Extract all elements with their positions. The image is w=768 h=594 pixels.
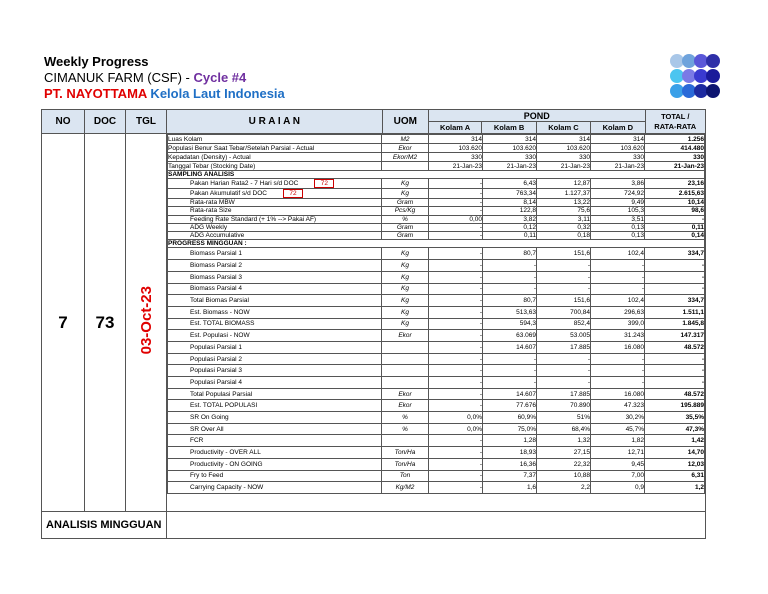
row-value: 63.069 <box>483 330 537 342</box>
row-uom <box>382 341 429 353</box>
row-label: Feeding Rate Standard (+ 1% --> Pakai AF) <box>168 215 382 223</box>
row-value: 21-Jan-23 <box>429 162 483 171</box>
row-value: 122,8 <box>483 207 537 215</box>
row-label: Est. Populasi - NOW <box>168 330 382 342</box>
row-value: - <box>429 470 483 482</box>
row-value: 9,49 <box>591 199 645 207</box>
row-value: - <box>483 365 537 377</box>
row-total: 14,70 <box>645 447 705 459</box>
row-value: - <box>429 271 483 283</box>
row-uom: Kg <box>382 306 429 318</box>
row-label: Biomass Parsial 1 <box>168 248 382 260</box>
row-value: - <box>483 353 537 365</box>
col-kolam-b: Kolam B <box>482 122 536 134</box>
row-uom: M2 <box>382 135 429 144</box>
row-value: 103.620 <box>429 144 483 153</box>
row-value: 17.885 <box>537 341 591 353</box>
farm-name: CIMANUK FARM (CSF) - <box>44 70 194 85</box>
row-value: - <box>429 179 483 189</box>
table-row <box>168 260 705 272</box>
row-value: 151,6 <box>537 248 591 260</box>
row-value: 330 <box>483 153 537 162</box>
table-row <box>168 179 705 189</box>
row-value: 21-Jan-23 <box>537 162 591 171</box>
table-row <box>168 447 705 459</box>
row-total: 21-Jan-23 <box>645 162 705 171</box>
row-value: 763,34 <box>483 189 537 199</box>
row-value: 18,93 <box>483 447 537 459</box>
row-value: 70.890 <box>537 400 591 412</box>
row-uom: Pcs/Kg <box>382 207 429 215</box>
col-kolam-a: Kolam A <box>428 122 481 134</box>
row-total: 0,14 <box>645 232 705 240</box>
entry-no: 7 <box>42 134 85 512</box>
row-value: 0,32 <box>537 223 591 231</box>
row-uom: Ekor/M2 <box>382 153 429 162</box>
table-row <box>168 330 705 342</box>
row-label: Biomass Parsial 4 <box>168 283 382 295</box>
row-total: 2.615,63 <box>645 189 705 199</box>
col-uraian: U R A I A N <box>167 110 383 134</box>
row-total: 6,31 <box>645 470 705 482</box>
table-row <box>168 207 705 215</box>
entry-tgl-cell <box>126 134 167 512</box>
row-uom: Gram <box>382 199 429 207</box>
row-value: 6,43 <box>483 179 537 189</box>
row-value: - <box>429 260 483 272</box>
row-total: 147.317 <box>645 330 705 342</box>
row-value: 75,0% <box>483 423 537 435</box>
data-rows <box>167 134 705 494</box>
row-value: 1,6 <box>483 482 537 494</box>
row-value: 14.607 <box>483 388 537 400</box>
logo-dot <box>706 84 720 98</box>
row-value: - <box>537 353 591 365</box>
row-total: 1,42 <box>645 435 705 447</box>
row-value: 27,15 <box>537 447 591 459</box>
row-value: 16,36 <box>483 458 537 470</box>
report-title: Weekly Progress <box>44 54 149 69</box>
row-total: - <box>645 271 705 283</box>
row-value: - <box>483 377 537 389</box>
row-label: Total Populasi Parsial <box>168 388 382 400</box>
row-uom: Kg <box>382 318 429 330</box>
row-value: 314 <box>591 135 645 144</box>
row-value: 80,7 <box>483 295 537 307</box>
row-total: 0,11 <box>645 223 705 231</box>
row-value: 60,9% <box>483 412 537 424</box>
row-value: 14.607 <box>483 341 537 353</box>
col-pond: POND <box>428 110 645 122</box>
row-label: Populasi Benur Saat Tebar/Setelah Parsial - Actual <box>168 144 382 153</box>
row-uom <box>382 162 429 171</box>
row-value: 724,92 <box>591 189 645 199</box>
row-total: 98,6 <box>645 207 705 215</box>
row-value: 103.620 <box>483 144 537 153</box>
row-value: 3,51 <box>591 215 645 223</box>
data-body <box>167 134 706 512</box>
entry-doc: 73 <box>85 134 126 512</box>
logo-dot <box>706 69 720 83</box>
row-value: - <box>429 189 483 199</box>
table-row <box>168 283 705 295</box>
row-uom: Ton/Ha <box>382 458 429 470</box>
logo-dot <box>706 54 720 68</box>
row-value: 399,0 <box>591 318 645 330</box>
table-row <box>168 215 705 223</box>
row-value: - <box>429 248 483 260</box>
table-row <box>168 388 705 400</box>
row-value: - <box>591 353 645 365</box>
row-value: - <box>429 400 483 412</box>
row-uom: Ekor <box>382 400 429 412</box>
table-row <box>168 353 705 365</box>
section-row <box>168 240 705 248</box>
col-total-line2: RATA-RATA <box>654 121 697 131</box>
row-total: 334,7 <box>645 295 705 307</box>
row-value: 103.620 <box>537 144 591 153</box>
row-value: - <box>537 271 591 283</box>
row-value: 7,37 <box>483 470 537 482</box>
company-name-a: PT. NAYOTTAMA <box>44 86 147 101</box>
row-total: - <box>645 365 705 377</box>
row-value: 12,71 <box>591 447 645 459</box>
row-value: 1.127,37 <box>537 189 591 199</box>
table-row <box>168 162 705 171</box>
row-value: 21-Jan-23 <box>483 162 537 171</box>
table-row <box>168 365 705 377</box>
row-uom: Ekor <box>382 330 429 342</box>
row-value: 1,82 <box>591 435 645 447</box>
row-total: 414.480 <box>645 144 705 153</box>
row-value: 51% <box>537 412 591 424</box>
analysis-label: ANALISIS MINGGUAN <box>42 512 167 539</box>
row-value: - <box>429 447 483 459</box>
row-value: 3,11 <box>537 215 591 223</box>
row-total: 1.256 <box>645 135 705 144</box>
row-value: - <box>591 260 645 272</box>
row-value: - <box>429 458 483 470</box>
row-value: 103.620 <box>591 144 645 153</box>
section-title: SAMPLING ANALISIS <box>168 171 705 179</box>
row-value: - <box>429 388 483 400</box>
row-total: 48.572 <box>645 341 705 353</box>
row-uom <box>382 377 429 389</box>
row-value: 102,4 <box>591 295 645 307</box>
row-total: - <box>645 215 705 223</box>
col-no: NO <box>42 110 85 134</box>
row-value: 0,13 <box>591 232 645 240</box>
row-value: 700,84 <box>537 306 591 318</box>
analysis-content <box>167 512 706 539</box>
row-value: 0,0% <box>429 423 483 435</box>
row-uom: Gram <box>382 223 429 231</box>
row-value: 3,86 <box>591 179 645 189</box>
row-value: 0,00 <box>429 215 483 223</box>
row-uom: % <box>382 412 429 424</box>
row-label: Tanggal Tebar (Stocking Date) <box>168 162 382 171</box>
row-total: 330 <box>645 153 705 162</box>
row-value: 594,3 <box>483 318 537 330</box>
row-value: - <box>537 283 591 295</box>
table-row <box>168 435 705 447</box>
row-value: 13,22 <box>537 199 591 207</box>
row-value: 102,4 <box>591 248 645 260</box>
row-uom: Kg <box>382 260 429 272</box>
row-value: 3,82 <box>483 215 537 223</box>
table-row <box>168 144 705 153</box>
table-row <box>168 412 705 424</box>
row-value: 45,7% <box>591 423 645 435</box>
row-value: 2,2 <box>537 482 591 494</box>
row-total: 334,7 <box>645 248 705 260</box>
row-uom: Kg <box>382 271 429 283</box>
row-uom: Ekor <box>382 388 429 400</box>
company-logo-icon <box>670 54 718 100</box>
row-value: 53.005 <box>537 330 591 342</box>
entry-tgl: 03-Oct-23 <box>137 285 155 355</box>
row-value: 12,87 <box>537 179 591 189</box>
table-row <box>168 470 705 482</box>
col-kolam-d: Kolam D <box>591 122 645 134</box>
row-total: 1.511,1 <box>645 306 705 318</box>
row-value: - <box>483 271 537 283</box>
weekly-progress-table <box>41 109 706 539</box>
table-row <box>168 153 705 162</box>
cycle-label: Cycle #4 <box>193 70 247 85</box>
row-value: 0,11 <box>483 232 537 240</box>
table-row <box>168 482 705 494</box>
doc-box: 72 <box>314 179 334 188</box>
section-title: PROGRESS MINGGUAN : <box>168 240 705 248</box>
row-value: 330 <box>591 153 645 162</box>
row-value: - <box>429 223 483 231</box>
row-value: - <box>429 306 483 318</box>
row-label: ADG Accumulative <box>168 232 382 240</box>
row-value: - <box>429 435 483 447</box>
row-value: - <box>429 295 483 307</box>
row-label: ADG Weekly <box>168 223 382 231</box>
row-uom <box>382 365 429 377</box>
row-value: - <box>591 377 645 389</box>
table-row <box>168 377 705 389</box>
row-value: 80,7 <box>483 248 537 260</box>
col-uom: UOM <box>382 110 428 134</box>
row-label: Populasi Parsial 4 <box>168 377 382 389</box>
row-value: 513,63 <box>483 306 537 318</box>
row-value: - <box>429 199 483 207</box>
col-total-line1: TOTAL / <box>661 111 690 121</box>
row-label: Total Biomas Parsial <box>168 295 382 307</box>
row-total: 10,14 <box>645 199 705 207</box>
farm-line <box>44 70 285 86</box>
row-label: Biomass Parsial 2 <box>168 260 382 272</box>
row-value: - <box>591 283 645 295</box>
row-uom: Gram <box>382 232 429 240</box>
table-row <box>168 458 705 470</box>
row-value: - <box>429 330 483 342</box>
col-tgl: TGL <box>126 110 167 134</box>
row-label: Populasi Parsial 2 <box>168 353 382 365</box>
row-uom: Kg <box>382 295 429 307</box>
row-value: - <box>429 482 483 494</box>
row-label: Fry to Feed <box>168 470 382 482</box>
col-kolam-c: Kolam C <box>536 122 590 134</box>
row-total: 23,16 <box>645 179 705 189</box>
row-value: - <box>483 283 537 295</box>
row-value: - <box>537 260 591 272</box>
row-value: 68,4% <box>537 423 591 435</box>
row-uom: % <box>382 423 429 435</box>
row-value: - <box>483 260 537 272</box>
row-uom: % <box>382 215 429 223</box>
row-label: Rata-rata MBW <box>168 199 382 207</box>
row-value: 1,32 <box>537 435 591 447</box>
row-uom: Kg <box>382 179 429 189</box>
row-value: 314 <box>483 135 537 144</box>
col-total <box>645 110 706 134</box>
row-value: - <box>537 377 591 389</box>
row-value: 296,63 <box>591 306 645 318</box>
row-value: 330 <box>537 153 591 162</box>
row-label: Biomass Parsial 3 <box>168 271 382 283</box>
row-label: Pakan Akumulatif s/d DOC 72 <box>168 189 382 199</box>
row-uom: Ton/Ha <box>382 447 429 459</box>
row-label: SR On Going <box>168 412 382 424</box>
table-row <box>168 135 705 144</box>
table-row <box>168 306 705 318</box>
row-value: 0,13 <box>591 223 645 231</box>
company-name-b: Kelola Laut Indonesia <box>146 86 285 101</box>
row-label: Carrying Capacity - NOW <box>168 482 382 494</box>
row-uom <box>382 353 429 365</box>
row-value: 330 <box>429 153 483 162</box>
row-value: - <box>429 318 483 330</box>
doc-box: 72 <box>283 189 303 198</box>
row-value: 9,45 <box>591 458 645 470</box>
row-value: 1,28 <box>483 435 537 447</box>
row-value: - <box>591 365 645 377</box>
row-value: 314 <box>537 135 591 144</box>
row-uom: Ekor <box>382 144 429 153</box>
row-value: - <box>591 271 645 283</box>
row-value: 314 <box>429 135 483 144</box>
table-row <box>168 341 705 353</box>
row-label: Populasi Parsial 3 <box>168 365 382 377</box>
row-total: - <box>645 353 705 365</box>
row-value: - <box>429 341 483 353</box>
row-value: 16.080 <box>591 341 645 353</box>
table-row <box>168 400 705 412</box>
row-value: 31.243 <box>591 330 645 342</box>
row-uom: Kg <box>382 248 429 260</box>
row-value: 151,6 <box>537 295 591 307</box>
table-row <box>168 295 705 307</box>
row-value: - <box>429 353 483 365</box>
row-total: - <box>645 377 705 389</box>
row-value: 47.323 <box>591 400 645 412</box>
row-total: 1,2 <box>645 482 705 494</box>
section-row <box>168 171 705 179</box>
row-value: - <box>429 377 483 389</box>
row-value: - <box>429 283 483 295</box>
col-doc: DOC <box>85 110 126 134</box>
row-value: 0,0% <box>429 412 483 424</box>
row-value: 22,32 <box>537 458 591 470</box>
table-row <box>168 248 705 260</box>
row-label: Productivity - OVER ALL <box>168 447 382 459</box>
row-value: 0,18 <box>537 232 591 240</box>
row-value: 852,4 <box>537 318 591 330</box>
table-row <box>168 223 705 231</box>
row-uom: Kg/M2 <box>382 482 429 494</box>
row-label: Pakan Harian Rata2 - 7 Hari s/d DOC 72 <box>168 179 382 189</box>
row-value: 21-Jan-23 <box>591 162 645 171</box>
row-label: SR Over All <box>168 423 382 435</box>
row-total: 35,5% <box>645 412 705 424</box>
row-value: - <box>429 207 483 215</box>
row-label: Kepadatan (Density) - Actual <box>168 153 382 162</box>
row-total: 195.889 <box>645 400 705 412</box>
row-value: 75,6 <box>537 207 591 215</box>
row-value: 8,14 <box>483 199 537 207</box>
row-value: - <box>429 365 483 377</box>
row-uom <box>382 435 429 447</box>
row-value: 17.885 <box>537 388 591 400</box>
row-uom: Kg <box>382 189 429 199</box>
row-uom: Kg <box>382 283 429 295</box>
row-label: Est. TOTAL BIOMASS <box>168 318 382 330</box>
row-label: Rata-rata Size <box>168 207 382 215</box>
table-row <box>168 199 705 207</box>
row-label: FCR <box>168 435 382 447</box>
row-total: - <box>645 283 705 295</box>
report-header <box>44 54 285 102</box>
row-label: Est. Biomass - NOW <box>168 306 382 318</box>
table-row <box>168 189 705 199</box>
row-label: Productivity - ON GOING <box>168 458 382 470</box>
row-uom: Ton <box>382 470 429 482</box>
row-label: Est. TOTAL POPULASI <box>168 400 382 412</box>
row-value: 30,2% <box>591 412 645 424</box>
row-value: 0,9 <box>591 482 645 494</box>
row-label: Luas Kolam <box>168 135 382 144</box>
table-row <box>168 423 705 435</box>
row-value: 16.080 <box>591 388 645 400</box>
table-row <box>168 232 705 240</box>
table-row <box>168 271 705 283</box>
row-total: 1.845,8 <box>645 318 705 330</box>
row-value: 7,00 <box>591 470 645 482</box>
row-value: 105,3 <box>591 207 645 215</box>
row-value: 77.676 <box>483 400 537 412</box>
row-total: 47,3% <box>645 423 705 435</box>
row-total: 12,03 <box>645 458 705 470</box>
row-value: 0,12 <box>483 223 537 231</box>
row-total: 48.572 <box>645 388 705 400</box>
row-value: 10,88 <box>537 470 591 482</box>
company-line <box>44 86 285 102</box>
row-total: - <box>645 260 705 272</box>
row-label: Populasi Parsial 1 <box>168 341 382 353</box>
table-row <box>168 318 705 330</box>
row-value: - <box>429 232 483 240</box>
row-value: - <box>537 365 591 377</box>
